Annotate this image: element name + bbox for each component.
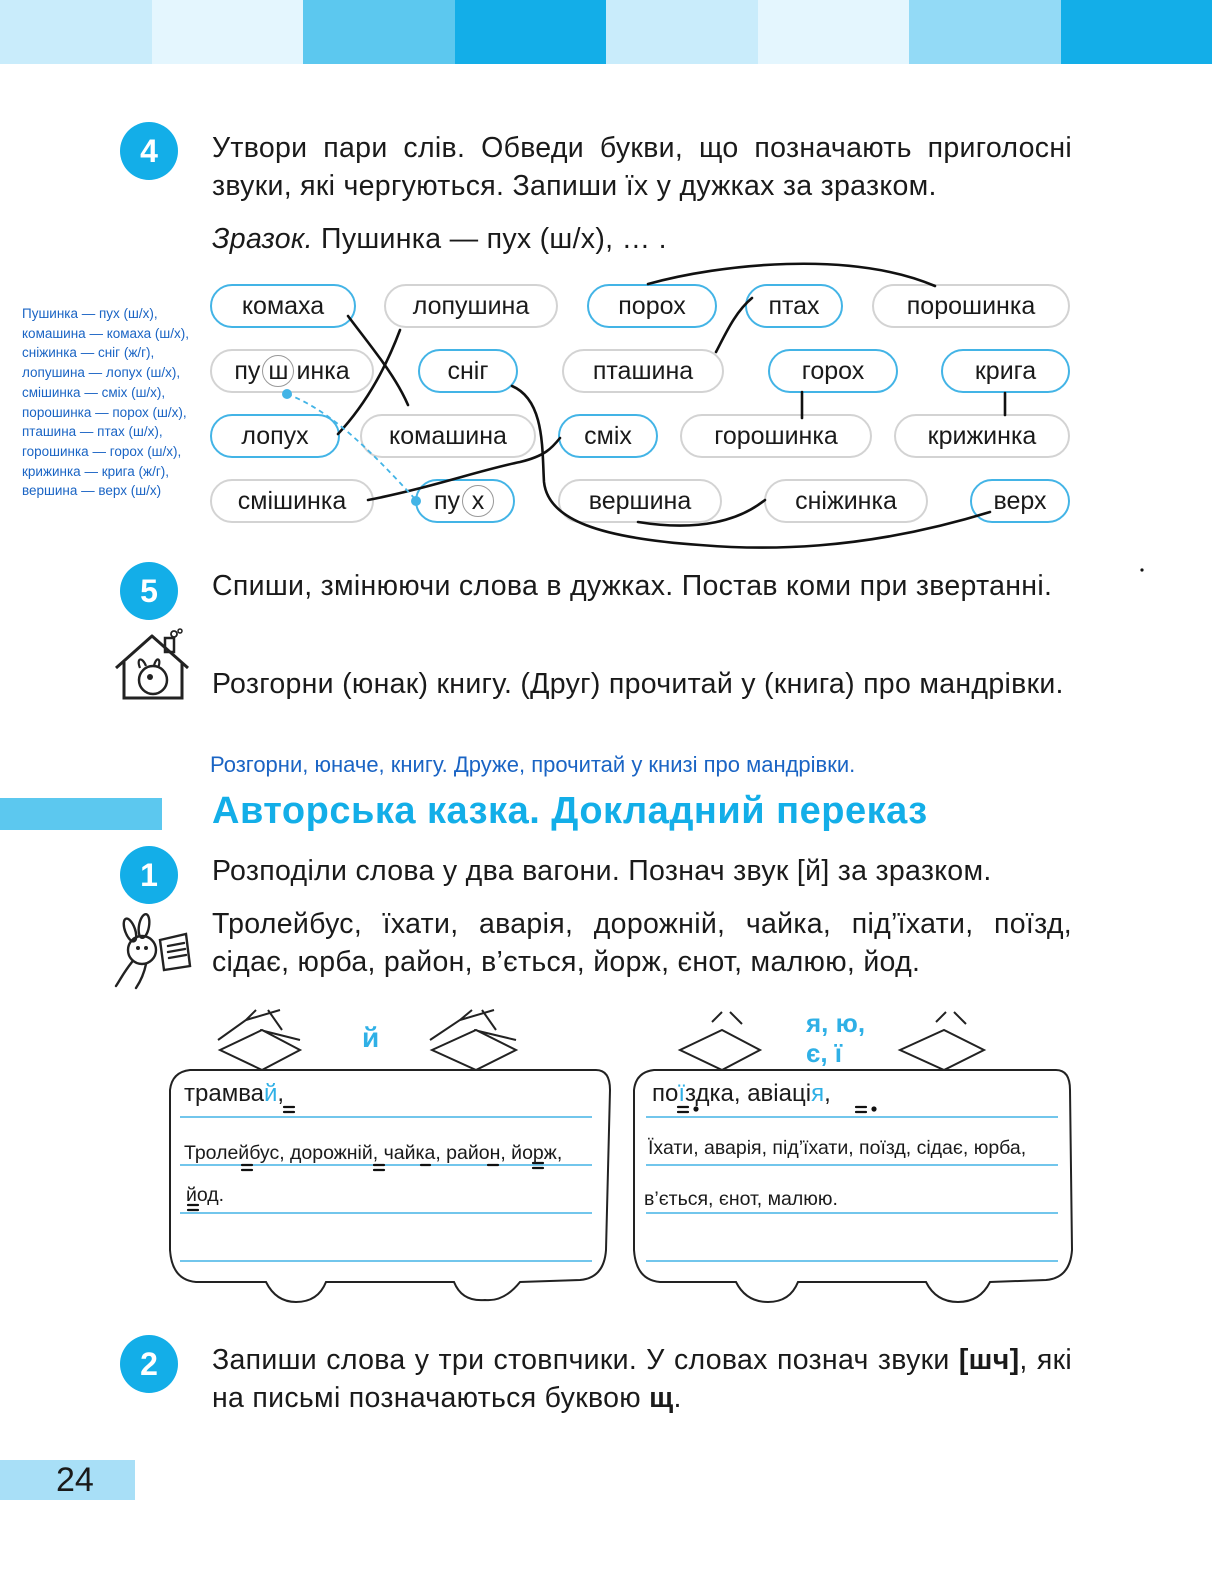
car-right-label-top: я, ю, (806, 1008, 866, 1038)
car-right-label-bottom: є, ї (806, 1038, 843, 1068)
task-5-instruction: Спиши, змінюючи слова в дужках. Постав коми при звертанні. (212, 570, 1053, 602)
text-bold: щ (649, 1382, 674, 1414)
word-pill[interactable]: порошинка (872, 284, 1070, 328)
word-pill[interactable]: порох (587, 284, 717, 328)
sample-part: , (277, 1080, 285, 1107)
car-right-answer-line-1: Їхати, аварія, під’їхати, поїзд, сідає, юрба, (648, 1137, 1027, 1159)
word-pill[interactable]: верх (970, 479, 1070, 523)
sample-part: , (824, 1080, 831, 1107)
task-1-number: 1 (120, 846, 178, 904)
task-5-exercise: Розгорни (юнак) книгу. (Друг) прочитай у (книга) про мандрівки. (212, 668, 1064, 700)
answer-line: лопушина — лопух (ш/х), (22, 365, 181, 381)
answer-line: вершина — верх (ш/х) (22, 483, 162, 499)
word-pill[interactable]: смішинка (210, 479, 374, 523)
answer-line: пташина — птах (ш/х), (22, 424, 163, 440)
word-pill[interactable]: пташина (562, 349, 724, 393)
answer-line: порошинка — порох (ш/х), (22, 404, 187, 420)
word-pill[interactable]: крижинка (894, 414, 1070, 458)
car-left-sample (184, 1080, 284, 1108)
circled-letter: х (462, 485, 494, 517)
task-2-instruction (212, 1341, 1072, 1417)
car-right-sample (652, 1080, 831, 1108)
answer-line: смішинка — сміх (ш/х), (22, 384, 166, 400)
word-part: инка (296, 356, 350, 385)
task-4-instruction: Утвори пари слів. Обведи букви, що позначають приголосні звуки, які чергуються. Запиши їх у дужках за зразком. (212, 132, 1072, 202)
task-1-words: Тролейбус, їхати, аварія, дорожній, чайка, під’їхати, поїзд, сідає, юрба, район, в’ється, йорж, єнот, малюю, йод. (212, 908, 1072, 978)
sample-part: трамва (184, 1080, 265, 1107)
answer-line: комашина — комаха (ш/х), (22, 325, 189, 341)
word-pill[interactable]: комаха (210, 284, 356, 328)
word-part: пу (234, 356, 261, 385)
sample-text: Пушинка — пух (ш/х), … . (312, 223, 667, 255)
circled-letter: ш (262, 355, 294, 387)
section-title: Авторська казка. Докладний переказ (212, 790, 928, 832)
sample-highlight: ї (678, 1080, 686, 1107)
word-pill[interactable]: горошинка (680, 414, 872, 458)
word-pill[interactable]: крига (941, 349, 1070, 393)
answer-line: горошинка — горох (ш/х), (22, 443, 182, 459)
car-left-answer-line-2: йод. (186, 1184, 225, 1206)
sample-highlight: й (264, 1080, 278, 1107)
text-part: . (673, 1382, 682, 1414)
text-part: , які на письмі позначаються буквою (212, 1344, 1072, 1414)
word-pill[interactable]: сміх (558, 414, 658, 458)
word-pill[interactable]: комашина (360, 414, 536, 458)
word-pill[interactable]: сніжинка (764, 479, 928, 523)
word-pill[interactable]: горох (768, 349, 898, 393)
task-5-answer: Розгорни, юначе, книгу. Друже, прочитай у книзі про мандрівки. (210, 752, 856, 777)
answer-line: Пушинка — пух (ш/х), (22, 306, 158, 321)
task-1-instruction: Розподіли слова у два вагони. Познач звук [й] за зразком. (212, 855, 992, 887)
word-pill[interactable]: вершина (558, 479, 722, 523)
page-number: 24 (0, 1460, 135, 1500)
car-left-label: й (362, 1022, 380, 1053)
sample-label: Зразок. (212, 223, 313, 255)
sound-dot (871, 1106, 876, 1111)
sample-part: здка, авіаці (685, 1080, 812, 1107)
word-pill[interactable]: сніг (418, 349, 518, 393)
word-part: пу (433, 486, 461, 515)
sample-highlight: я (811, 1080, 825, 1107)
word-pill[interactable]: птах (745, 284, 843, 328)
car-right-answer-line-2: в’ється, єнот, малюю. (644, 1188, 838, 1210)
task-4-number: 4 (120, 122, 178, 180)
word-pill[interactable]: лопушина (384, 284, 558, 328)
answer-line: крижинка — крига (ж/г), (22, 463, 169, 479)
task-5-number: 5 (120, 562, 178, 620)
sample-part: по (652, 1080, 679, 1107)
answer-line: сніжинка — сніг (ж/г), (22, 345, 155, 361)
car-left-answer-line-1: Тролейбус, дорожній, чайка, район, йорж, (184, 1142, 563, 1164)
text-bold: [шч] (958, 1344, 1020, 1376)
word-pill[interactable]: лопух (210, 414, 340, 458)
text-part: Запиши слова у три стовпчики. У словах познач звуки (212, 1344, 959, 1376)
task-2-number: 2 (120, 1335, 178, 1393)
